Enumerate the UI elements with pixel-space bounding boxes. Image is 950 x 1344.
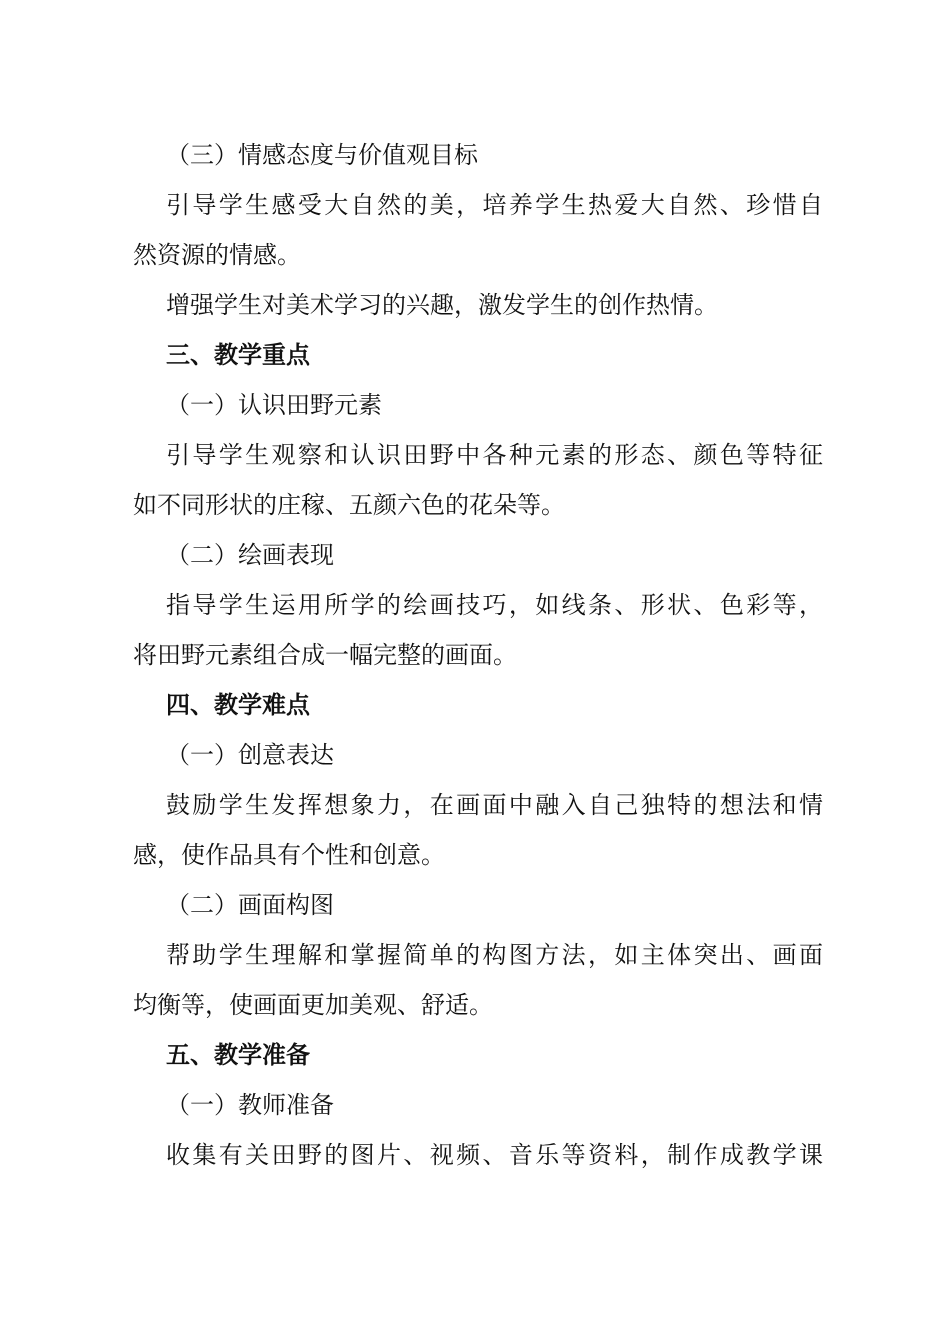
paragraph-line: 收集有关田野的图片、视频、音乐等资料，制作成教学课: [166, 1141, 823, 1169]
section-heading-key-points: 三、教学重点: [166, 341, 310, 369]
paragraph-line: 指导学生运用所学的绘画技巧，如线条、形状、色彩等，: [166, 591, 823, 619]
section-heading-difficulties: 四、教学难点: [166, 691, 310, 719]
paragraph-line: 然资源的情感。: [133, 241, 301, 269]
subheading-teacher-preparation: （一）教师准备: [166, 1091, 334, 1119]
paragraph-line: 均衡等，使画面更加美观、舒适。: [133, 991, 493, 1019]
section-heading-preparation: 五、教学准备: [166, 1041, 310, 1069]
paragraph-line: 感，使作品具有个性和创意。: [133, 841, 445, 869]
paragraph-line: 如不同形状的庄稼、五颜六色的花朵等。: [133, 491, 565, 519]
paragraph-line: 增强学生对美术学习的兴趣，激发学生的创作热情。: [166, 291, 718, 319]
subheading-creative-expression: （一）创意表达: [166, 741, 334, 769]
subheading-composition: （二）画面构图: [166, 891, 334, 919]
paragraph-line: 引导学生感受大自然的美，培养学生热爱大自然、珍惜自: [166, 191, 823, 219]
subheading-painting-expression: （二）绘画表现: [166, 541, 334, 569]
paragraph-line: 帮助学生理解和掌握简单的构图方法，如主体突出、画面: [166, 941, 823, 969]
paragraph-line: 将田野元素组合成一幅完整的画面。: [133, 641, 517, 669]
paragraph-line: 引导学生观察和认识田野中各种元素的形态、颜色等特征: [166, 441, 823, 469]
paragraph-line: 鼓励学生发挥想象力，在画面中融入自己独特的想法和情: [166, 791, 823, 819]
subheading-emotion-goals: （三）情感态度与价值观目标: [166, 141, 478, 169]
subheading-field-elements: （一）认识田野元素: [166, 391, 382, 419]
